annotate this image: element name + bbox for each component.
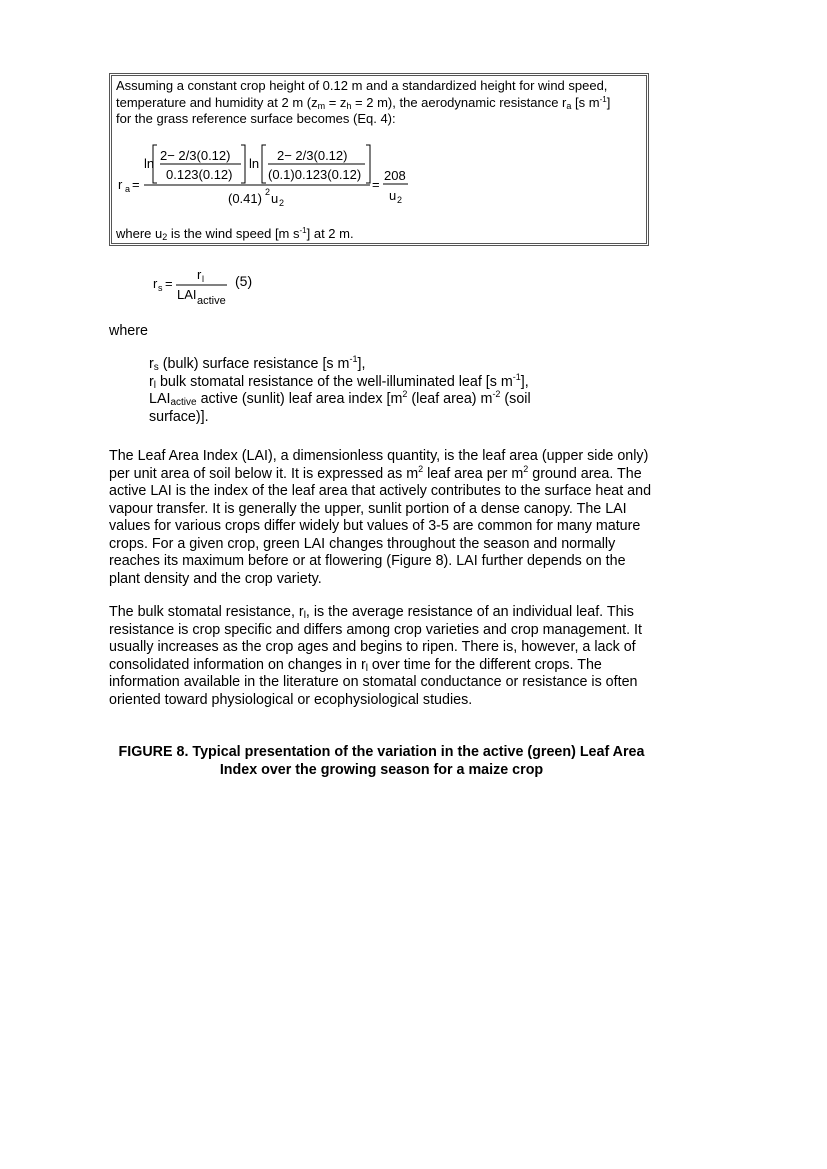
eq-num2-bot: (0.1)0.123(0.12) — [268, 167, 362, 182]
definition-lai-active-line-2: surface)]. — [149, 408, 209, 425]
paragraph-stomatal-resistance — [109, 604, 654, 709]
eq-den-u-sub: 2 — [279, 198, 285, 208]
box-intro-line-3: for the grass reference surface becomes (Eq. 4): — [116, 111, 396, 126]
para-sub: l — [365, 662, 368, 674]
eq5-den: LAI — [177, 287, 197, 302]
eq-res-num: 208 — [384, 168, 406, 183]
eq5-num: r — [197, 267, 202, 282]
eq-equals-2: = — [372, 177, 380, 192]
def-symbol-sub: l — [153, 379, 156, 391]
def-text: ], — [357, 356, 366, 372]
def-text: (soil — [500, 391, 531, 407]
where-sup: -1 — [299, 226, 307, 235]
intro-text: ] — [606, 94, 611, 110]
where-label: where — [109, 323, 148, 339]
sup-minus-one: -1 — [599, 94, 607, 104]
eq-den: (0.41) — [228, 191, 262, 206]
def-sup: -1 — [349, 354, 358, 364]
sub-m: m — [317, 100, 326, 111]
intro-text: = 2 m), the aerodynamic resistance r — [351, 94, 567, 110]
definition-list — [149, 356, 589, 426]
aerodynamic-resistance-box — [109, 73, 649, 246]
para-text: over time for the different crops. The information available in the literature on stomatal conductance or resistance is often oriented toward physiological or ecophysiological studies. — [109, 656, 638, 708]
where-text: is the wind speed [m s — [167, 226, 300, 241]
eq-ln-2: ln — [249, 156, 260, 171]
eq-den-sup: 2 — [265, 187, 271, 197]
def-symbol: r — [149, 373, 154, 390]
equation-4 — [117, 142, 417, 214]
def-symbol: r — [149, 356, 154, 372]
eq5-equals: = — [165, 276, 173, 291]
eq5-num-sub: l — [202, 274, 204, 284]
where-text: ] at 2 m. — [306, 226, 354, 241]
eq5-number: (5) — [235, 273, 253, 289]
bracket-right-1 — [241, 145, 245, 183]
definition-rl — [149, 371, 589, 392]
where-sub: 2 — [162, 232, 168, 242]
box-intro-line-1: Assuming a constant crop height of 0.12 m and a standardized height for wind speed, — [116, 78, 608, 93]
definition-lai-active — [149, 391, 589, 409]
sub-a: a — [566, 100, 572, 111]
eq5-lhs: r — [153, 276, 158, 291]
eq-res-den: u — [389, 188, 397, 203]
sub-h: h — [346, 100, 352, 111]
where-text: where u — [116, 226, 163, 241]
para-text: The bulk stomatal resistance, r — [109, 604, 304, 620]
para-sup: 2 — [418, 463, 424, 474]
box-text — [116, 78, 644, 128]
eq-equals: = — [132, 177, 140, 192]
def-text: ], — [520, 373, 529, 390]
bracket-right-2 — [366, 145, 370, 183]
para-text: ground area. The active LAI is the index of the leaf area that actively contributes to the surface heat and vapour transfer. It is generally the upper, sunlit portion of a dense canopy. The LAI values for various crops differ widely but values of 3-5 are common for many mature crops. For a given crop, green LAI changes throughout the season and normally reaches its maximum before or at flowering (Figure 8). LAI further depends on the plant density and the crop variety. — [109, 465, 652, 587]
eq-num1-top: 2− 2/3(0.12) — [160, 148, 231, 163]
eq5-den-sub: active — [197, 295, 226, 307]
para-sup: 2 — [523, 463, 529, 474]
def-sup: -1 — [512, 371, 521, 382]
eq-den-u: u — [271, 191, 279, 206]
para-text: , is the average resistance of an individual leaf. This resistance is crop specific and differs among crop varieties and crop management. It usually increases as the crop ages and begins to ripen. There is, however, a lack of consolidated information on changes in r — [109, 604, 642, 673]
definition-rs — [149, 356, 589, 374]
def-symbol-sub: active — [170, 397, 197, 408]
def-text: (bulk) surface resistance [s m — [158, 356, 350, 372]
def-text: active (sunlit) leaf area index [m — [196, 391, 403, 407]
figure-8-caption: FIGURE 8. Typical presentation of the variation in the active (green) Leaf Area Index over the growing season for a maize crop — [118, 744, 645, 778]
bracket-left-2 — [262, 145, 266, 183]
eq-res-den-sub: 2 — [397, 195, 403, 205]
eq-lhs-sub: a — [125, 184, 131, 194]
para-text: leaf area per m — [423, 465, 524, 482]
def-text: bulk stomatal resistance of the well-illuminated leaf [s m — [156, 373, 513, 390]
equation-5-svg — [150, 262, 280, 312]
intro-text: = z — [325, 94, 347, 110]
para-text: The Leaf Area Index (LAI), a dimensionless quantity, is the leaf area (upper side only) per unit area of soil below it. It is expressed as m — [109, 448, 649, 482]
eq-num2-top: 2− 2/3(0.12) — [277, 148, 348, 163]
eq5-lhs-sub: s — [158, 283, 163, 293]
def-sup: -2 — [492, 389, 501, 399]
def-symbol: LAI — [149, 391, 171, 407]
intro-text: temperature and humidity at 2 m (z — [116, 94, 318, 110]
box-where-line — [116, 226, 354, 241]
paragraph-lai — [109, 448, 654, 588]
def-sup: 2 — [402, 389, 408, 399]
intro-text: [s m — [571, 94, 600, 110]
eq-ln-1: ln — [144, 156, 155, 171]
def-text: (leaf area) m — [407, 391, 493, 407]
para-sub: l — [303, 610, 306, 621]
def-symbol-sub: s — [153, 362, 159, 373]
eq-lhs: r — [118, 177, 123, 192]
eq-num1-bot: 0.123(0.12) — [166, 167, 233, 182]
box-intro-line-2 — [116, 95, 644, 112]
equation-5 — [150, 262, 280, 312]
equation-4-svg — [117, 142, 417, 214]
